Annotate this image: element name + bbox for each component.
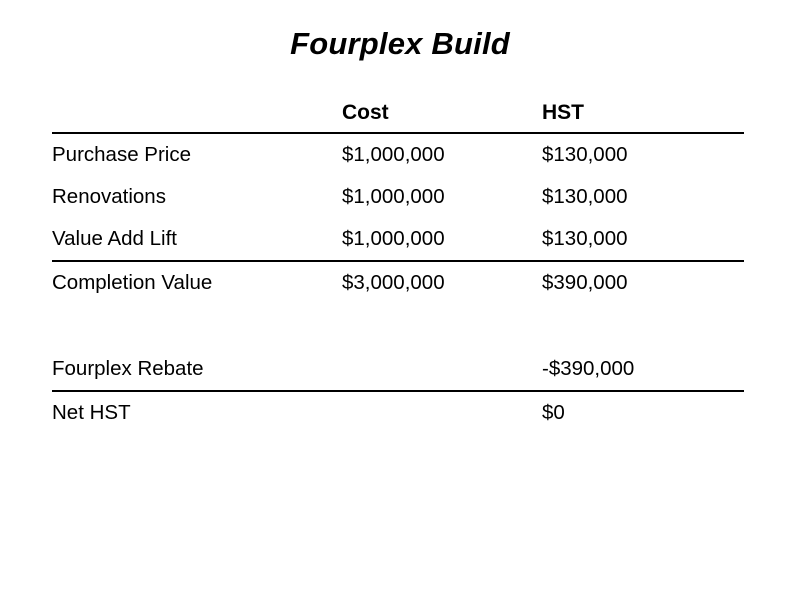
row-label: Renovations [52,185,166,208]
row-hst: $130,000 [542,227,628,250]
row-label: Fourplex Rebate [52,348,342,391]
row-label: Purchase Price [52,143,192,166]
table-spacer-row [52,304,744,348]
row-cost: $3,000,000 [342,261,542,304]
column-header-hst: HST [542,92,744,133]
spacer-cell [52,304,342,348]
row-hst: -$390,000 [542,348,744,391]
row-label: Net HST [52,401,131,424]
row-label: Completion Value [52,261,342,304]
row-cost: $1,000,000 [342,143,445,166]
table-row [52,218,744,261]
row-label: Value Add Lift [52,227,177,250]
row-cost: $1,000,000 [342,227,445,250]
column-header-cost: Cost [342,92,542,133]
spacer-cell [542,304,744,348]
row-hst: $130,000 [542,143,628,166]
table-row-total [52,261,744,304]
row-hst: $130,000 [542,185,628,208]
row-cost [342,348,542,391]
row-cost: $1,000,000 [342,185,445,208]
row-cost [342,391,542,434]
table-header-row [52,92,744,133]
financial-table-container [52,92,744,434]
table-row-rebate [52,348,744,391]
row-hst: $390,000 [542,261,744,304]
spacer-cell [342,304,542,348]
table-row-net [52,391,744,434]
table-row [52,176,744,218]
financial-table [52,92,744,434]
row-hst: $0 [542,401,565,424]
slide-canvas [0,26,800,606]
column-header-label [52,92,342,133]
page-title: Fourplex Build [290,26,510,61]
table-row [52,133,744,176]
